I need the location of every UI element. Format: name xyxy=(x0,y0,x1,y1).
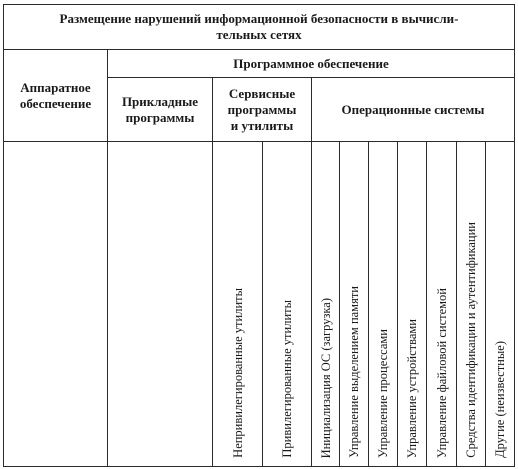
header-applied xyxy=(108,78,212,141)
header-os xyxy=(312,78,514,141)
column-label-file-system-management: Управление файловой системой xyxy=(434,287,449,458)
column-header xyxy=(312,142,339,466)
table-title-line1: Размещение нарушений информационной безопасности в вычисли- xyxy=(59,11,459,26)
header-software-label: Программное обеспечение xyxy=(233,55,389,71)
header-hardware xyxy=(4,50,107,141)
header-applied-line1: Прикладные xyxy=(121,93,199,109)
column-label-other-unknown: Другие (неизвестные) xyxy=(493,341,507,458)
column-label-process-management: Управление процессами xyxy=(376,329,390,458)
table-border-bottom xyxy=(3,466,515,467)
header-service-line3: и утилиты xyxy=(230,117,294,133)
column-label-unprivileged-utilities: Непривилегированные утилиты xyxy=(230,288,245,458)
column-label-identification-authentication: Средства идентификации и аутентификации xyxy=(464,222,478,458)
column-header xyxy=(263,142,311,466)
column-header xyxy=(457,142,485,466)
column-label-memory-management: Управление выделением памяти xyxy=(347,286,361,458)
table-title xyxy=(4,5,514,49)
column-header xyxy=(427,142,456,466)
header-os-label: Операционные системы xyxy=(341,101,485,117)
column-header xyxy=(486,142,514,466)
header-service xyxy=(213,78,311,141)
header-service-line1: Сервисные xyxy=(228,85,296,101)
table-border-right xyxy=(514,4,515,467)
column-label-os-init: Инициализация ОС (загрузка) xyxy=(318,297,333,458)
header-applied-line2: программы xyxy=(125,109,195,125)
column-label-device-management: Управление устройствами xyxy=(405,318,419,458)
column-header xyxy=(398,142,426,466)
header-hardware-line1: Аппаратное xyxy=(20,79,91,95)
column-header xyxy=(369,142,397,466)
column-header xyxy=(340,142,368,466)
table-title-line2: тельных сетях xyxy=(216,27,302,42)
header-hardware-line2: обеспечение xyxy=(19,95,92,111)
column-label-privileged-utilities: Привилегированные утилиты xyxy=(280,300,294,458)
header-software xyxy=(108,50,514,77)
header-service-line2: программы xyxy=(227,101,297,117)
column-header xyxy=(213,142,262,466)
